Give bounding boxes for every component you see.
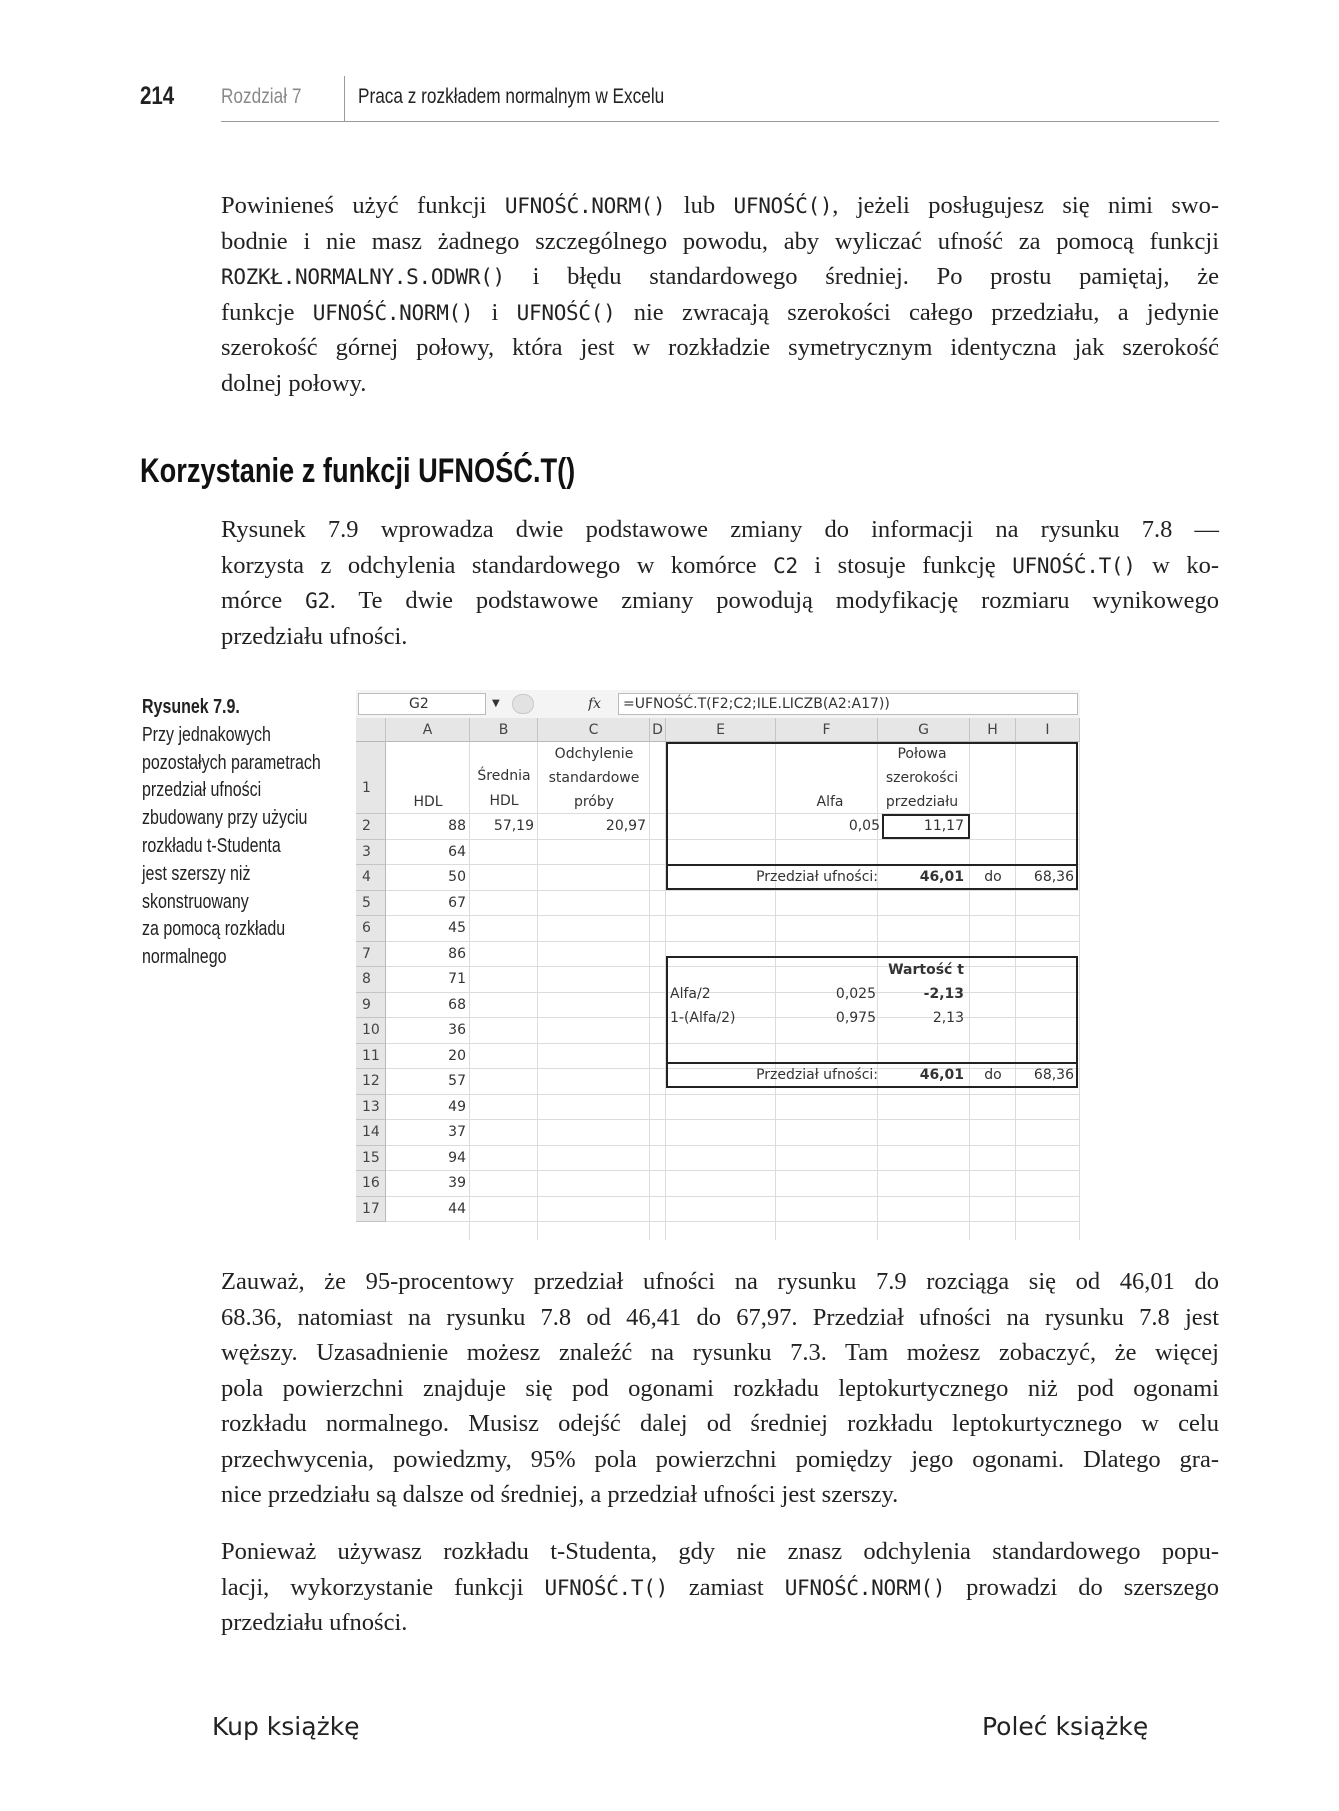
cell-a12[interactable]: 57 bbox=[448, 1073, 466, 1089]
ci-low-2[interactable]: 46,01 bbox=[919, 1067, 964, 1083]
row-header-1[interactable]: 1 bbox=[356, 742, 386, 814]
cell-f2[interactable]: 0,05 bbox=[848, 818, 880, 834]
cell-a4[interactable]: 50 bbox=[448, 869, 466, 885]
row-header-15[interactable]: 15 bbox=[356, 1146, 386, 1172]
row-header-6[interactable]: 6 bbox=[356, 916, 386, 942]
text: . Te dwie podstawowe zmiany powodują modyfikację rozmiaru wynikowego bbox=[329, 587, 1219, 614]
caption-line: rozkładu t-Studenta bbox=[142, 834, 281, 857]
column-header-c[interactable]: C bbox=[538, 718, 650, 742]
row-header-8[interactable]: 8 bbox=[356, 967, 386, 993]
gridline bbox=[649, 742, 650, 1240]
cell-g1-line3[interactable]: przedziału bbox=[885, 794, 959, 810]
page-number: 214 bbox=[140, 82, 175, 110]
text: lub bbox=[665, 192, 734, 219]
ci-high-1[interactable]: 68,36 bbox=[1033, 869, 1074, 885]
caption-line: jest szerszy niż bbox=[142, 862, 251, 885]
ci-do-1[interactable]: do bbox=[984, 869, 1002, 885]
column-header-h[interactable]: H bbox=[970, 718, 1016, 742]
caption-line: za pomocą rozkładu bbox=[142, 918, 286, 941]
select-all-corner[interactable] bbox=[356, 718, 386, 742]
caption-line: przedział ufności bbox=[142, 779, 262, 802]
para3-line: pola powierzchni znajduje się pod ogonami rozkładu leptokurtycznego niż pod ogonami bbox=[221, 1374, 1219, 1402]
code: G2 bbox=[305, 589, 330, 613]
paragraph-1 bbox=[221, 188, 1219, 401]
text: nie zwracają szerokości całego przedziału, a jedynie bbox=[615, 298, 1219, 326]
t-low-value[interactable]: -2,13 bbox=[923, 986, 964, 1002]
alpha-half-value[interactable]: 0,025 bbox=[835, 986, 876, 1002]
column-header-b[interactable]: B bbox=[470, 718, 538, 742]
para3-line: węższy. Uzasadnienie możesz znaleźć na rysunku 7.3. Tam możesz zobaczyć, że więcej bbox=[221, 1339, 1219, 1366]
row-header-7[interactable]: 7 bbox=[356, 942, 386, 968]
para1-line: dolnej połowy. bbox=[221, 369, 367, 397]
caption-line: zbudowany przy użyciu bbox=[142, 807, 308, 830]
para1-line bbox=[221, 295, 1219, 331]
text: , jeżeli posługujesz się nimi swo- bbox=[832, 192, 1219, 219]
cell-c1-line1[interactable]: Odchylenie bbox=[554, 746, 634, 762]
running-title: Praca z rozkładem normalnym w Excelu bbox=[358, 85, 665, 108]
ci-high-2[interactable]: 68,36 bbox=[1033, 1067, 1074, 1083]
cell-a10[interactable]: 36 bbox=[448, 1022, 466, 1038]
cell-c2[interactable]: 20,97 bbox=[605, 818, 646, 834]
t-high-value[interactable]: 2,13 bbox=[932, 1010, 964, 1026]
caption-line: pozostałych parametrach bbox=[142, 751, 321, 774]
function-icon[interactable]: fx bbox=[588, 696, 602, 712]
row-header-3[interactable]: 3 bbox=[356, 840, 386, 866]
code: UFNOŚĆ() bbox=[516, 300, 616, 325]
cancel-edit-icon[interactable] bbox=[512, 694, 534, 714]
column-header-g[interactable]: G bbox=[878, 718, 970, 742]
column-header-f[interactable]: F bbox=[776, 718, 878, 742]
row-header-16[interactable]: 16 bbox=[356, 1171, 386, 1197]
one-minus-alpha-label[interactable]: 1-(Alfa/2) bbox=[670, 1010, 736, 1026]
spreadsheet-figure bbox=[356, 690, 1080, 1240]
figure-caption bbox=[142, 694, 352, 972]
row-header-14[interactable]: 14 bbox=[356, 1120, 386, 1146]
ci-label-1[interactable]: Przedział ufności: bbox=[756, 869, 878, 885]
para3-line: rozkładu normalnego. Musisz odejść dalej od średniej rozkładu leptokurtycznego w celu bbox=[221, 1410, 1219, 1437]
name-box-dropdown-icon[interactable]: ▼ bbox=[492, 698, 500, 709]
recommend-book-link[interactable]: Poleć książkę bbox=[982, 1712, 1149, 1741]
text: prowadzi do szerszego bbox=[945, 1573, 1219, 1601]
cell-b2[interactable]: 57,19 bbox=[493, 818, 534, 834]
column-header-e[interactable]: E bbox=[666, 718, 776, 742]
cell-a13[interactable]: 49 bbox=[448, 1098, 466, 1115]
row-header-4[interactable]: 4 bbox=[356, 865, 386, 891]
cell-b1-line1[interactable]: Średnia bbox=[477, 768, 531, 784]
caption-title: Rysunek 7.9. bbox=[142, 696, 240, 718]
text: funkcje bbox=[221, 298, 313, 326]
cell-f1[interactable]: Alfa bbox=[816, 794, 844, 810]
gridline bbox=[386, 1196, 1080, 1197]
cell-a1[interactable]: HDL bbox=[413, 794, 443, 810]
code: UFNOŚĆ.NORM() bbox=[312, 300, 474, 325]
para4-line: przedziału ufności. bbox=[221, 1609, 408, 1636]
formula-input[interactable]: =UFNOŚĆ.T(F2;C2;ILE.LICZB(A2:A17)) bbox=[618, 693, 1078, 715]
cell-c1-line2[interactable]: standardowe bbox=[548, 770, 640, 786]
para2-line: przedziału ufności. bbox=[221, 622, 408, 650]
row-header-12[interactable]: 12 bbox=[356, 1069, 386, 1095]
gridline bbox=[1079, 742, 1080, 1240]
cell-b1-line2[interactable]: HDL bbox=[489, 793, 519, 809]
para4-line bbox=[221, 1570, 1219, 1606]
gridline bbox=[386, 1119, 1080, 1120]
cell-a6[interactable]: 45 bbox=[448, 920, 466, 936]
row-header-2[interactable]: 2 bbox=[356, 814, 386, 840]
cell-g2[interactable]: 11,17 bbox=[923, 818, 964, 834]
ci-label-2[interactable]: Przedział ufności: bbox=[756, 1067, 878, 1083]
formula-bar bbox=[356, 690, 1080, 719]
code: UFNOŚĆ.NORM() bbox=[784, 1575, 946, 1600]
cell-a3[interactable]: 64 bbox=[448, 843, 466, 860]
caption-line: Przy jednakowych bbox=[142, 723, 271, 746]
row-header-5[interactable]: 5 bbox=[356, 891, 386, 917]
caption-line: normalnego bbox=[142, 946, 227, 969]
gridline bbox=[386, 941, 1080, 942]
paragraph-2 bbox=[221, 512, 1219, 654]
code: ROZKŁ.NORMALNY.S.ODWR() bbox=[221, 265, 505, 289]
text: w ko- bbox=[1135, 551, 1219, 579]
section-heading: Korzystanie z funkcji UFNOŚĆ.T() bbox=[140, 452, 576, 490]
cell-g1-line2[interactable]: szerokości bbox=[885, 770, 959, 786]
para4-line: Ponieważ używasz rozkładu t-Studenta, gdy nie znasz odchylenia standardowego popu- bbox=[221, 1538, 1219, 1565]
name-box-value: G2 bbox=[409, 696, 429, 712]
buy-book-link[interactable]: Kup książkę bbox=[212, 1712, 360, 1741]
gridline bbox=[386, 1094, 1080, 1095]
one-minus-alpha-value[interactable]: 0,975 bbox=[835, 1010, 876, 1026]
ci-do-2[interactable]: do bbox=[984, 1067, 1002, 1083]
text: mórce bbox=[221, 587, 306, 614]
caption-line: skonstruowany bbox=[142, 890, 249, 913]
gridline bbox=[386, 1170, 1080, 1171]
header-divider bbox=[344, 76, 345, 122]
cell-a5[interactable]: 67 bbox=[448, 894, 466, 911]
row-header-11[interactable]: 11 bbox=[356, 1044, 386, 1070]
text: zamiast bbox=[667, 1573, 785, 1601]
name-box[interactable] bbox=[358, 693, 486, 715]
code: UFNOŚĆ.T() bbox=[544, 1575, 668, 1600]
para3-line: przechwycenia, powiedzmy, 95% pola powierzchni pomiędzy jego ogonami. Dlatego gra- bbox=[221, 1445, 1219, 1473]
header-rule bbox=[221, 121, 1219, 122]
row-header-9[interactable]: 9 bbox=[356, 993, 386, 1019]
column-header-d[interactable]: D bbox=[650, 718, 666, 742]
text: Powinieneś użyć funkcji bbox=[221, 192, 505, 219]
row-header-13[interactable]: 13 bbox=[356, 1095, 386, 1121]
para3-line: 68.36, natomiast na rysunku 7.8 od 46,41 do 67,97. Przedział ufności na rysunku 7.8 jest bbox=[221, 1303, 1219, 1331]
cell-a2[interactable]: 88 bbox=[448, 818, 466, 834]
text: i stosuje funkcję bbox=[797, 551, 1013, 579]
row-header-17[interactable]: 17 bbox=[356, 1197, 386, 1223]
para1-line bbox=[221, 259, 1219, 295]
alpha-half-label[interactable]: Alfa/2 bbox=[670, 986, 711, 1002]
para1-line: szerokość górnej połowy, która jest w rozkładzie symetrycznym identyczna jak szerokość bbox=[221, 334, 1219, 361]
column-header-i[interactable]: I bbox=[1016, 718, 1080, 742]
chapter-label: Rozdział 7 bbox=[221, 85, 302, 108]
para2-line bbox=[221, 583, 1219, 619]
cell-a16[interactable]: 39 bbox=[448, 1175, 466, 1191]
text: i bbox=[473, 298, 517, 326]
cell-g1-line1[interactable]: Połowa bbox=[897, 746, 947, 762]
cell-a17[interactable]: 44 bbox=[448, 1200, 466, 1217]
paragraph-4 bbox=[221, 1534, 1219, 1641]
para2-line bbox=[221, 548, 1219, 584]
paragraph-3 bbox=[221, 1264, 1219, 1513]
cell-a15[interactable]: 94 bbox=[448, 1149, 466, 1166]
code: UFNOŚĆ.T() bbox=[1012, 553, 1136, 578]
column-header-a[interactable]: A bbox=[386, 718, 470, 742]
code: C2 bbox=[773, 553, 798, 578]
row-header-10[interactable]: 10 bbox=[356, 1018, 386, 1044]
ci-low-1[interactable]: 46,01 bbox=[919, 869, 964, 885]
code: UFNOŚĆ.NORM() bbox=[504, 194, 666, 218]
gridline bbox=[386, 915, 1080, 916]
cell-a14[interactable]: 37 bbox=[448, 1124, 466, 1140]
para3-line: Zauważ, że 95-procentowy przedział ufności na rysunku 7.9 rozciąga się od 46,01 do bbox=[221, 1268, 1219, 1295]
para1-line: bodnie i nie masz żadnego szczególnego powodu, aby wyliczać ufność za pomocą funkcji bbox=[221, 227, 1219, 255]
cell-a8[interactable]: 71 bbox=[448, 971, 466, 987]
t-value-header[interactable]: Wartość t bbox=[888, 962, 964, 978]
gridline bbox=[386, 1145, 1080, 1146]
cell-a9[interactable]: 68 bbox=[448, 996, 466, 1013]
cell-a11[interactable]: 20 bbox=[448, 1047, 466, 1064]
cell-a7[interactable]: 86 bbox=[448, 945, 466, 962]
para1-line bbox=[221, 188, 1219, 224]
cell-c1-line3[interactable]: próby bbox=[573, 794, 615, 810]
text: lacji, wykorzystanie funkcji bbox=[221, 1573, 545, 1601]
code: UFNOŚĆ() bbox=[733, 194, 833, 218]
gridline bbox=[386, 1221, 1080, 1222]
text: i błędu standardowego średniej. Po prostu pamiętaj, że bbox=[504, 263, 1219, 290]
para2-line: Rysunek 7.9 wprowadza dwie podstawowe zmiany do informacji na rysunku 7.8 — bbox=[221, 516, 1219, 543]
text: korzysta z odchylenia standardowego w komórce bbox=[221, 551, 774, 579]
para3-line: nice przedziału są dalsze od średniej, a przedział ufności jest szerszy. bbox=[221, 1481, 899, 1508]
